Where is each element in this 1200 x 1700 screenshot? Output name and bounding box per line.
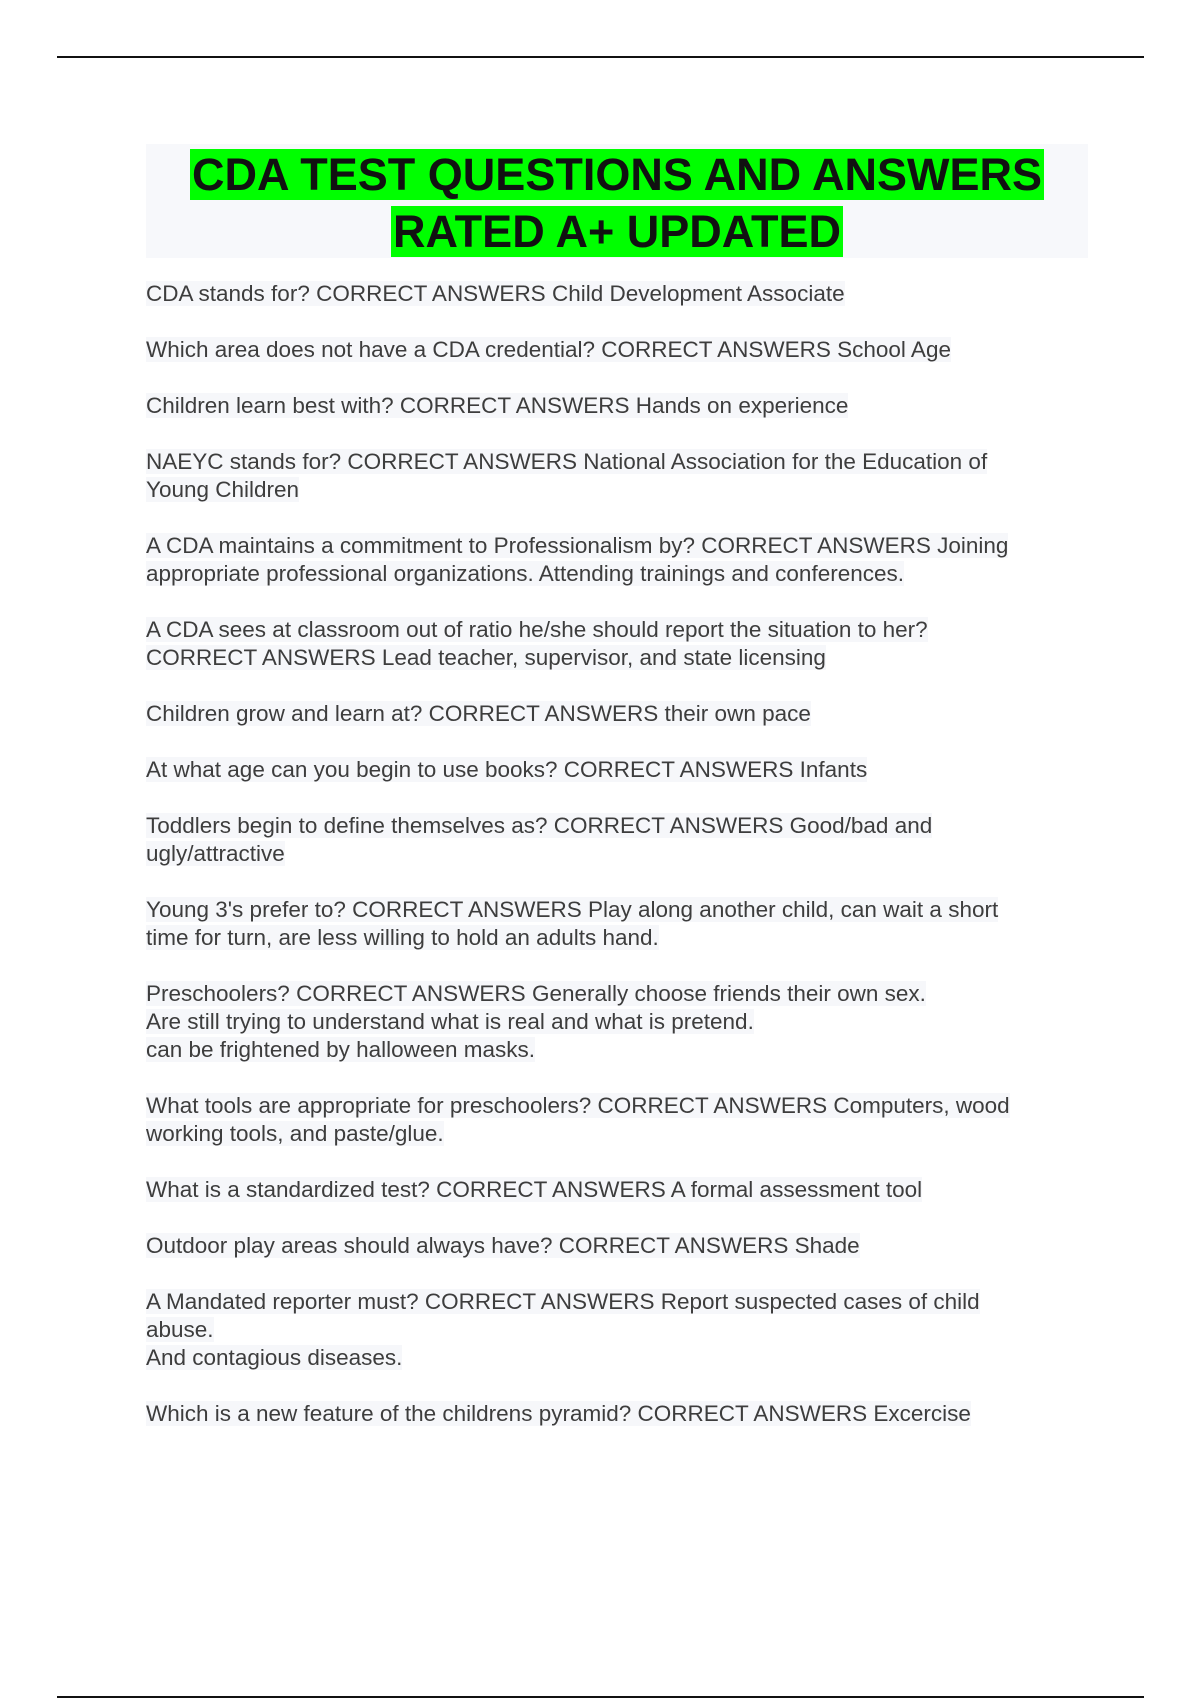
qa-item bbox=[146, 812, 1106, 868]
qa-line-text: time for turn, are less willing to hold an adults hand. bbox=[146, 925, 659, 950]
qa-line bbox=[146, 644, 1106, 672]
qa-item bbox=[146, 616, 1106, 672]
qa-line bbox=[146, 1008, 1106, 1036]
qa-line bbox=[146, 980, 1106, 1008]
qa-line bbox=[146, 756, 1106, 784]
qa-line-text: Young 3's prefer to? CORRECT ANSWERS Play along another child, can wait a short bbox=[146, 897, 999, 922]
qa-line bbox=[146, 1316, 1106, 1344]
qa-line-text: And contagious diseases. bbox=[146, 1345, 403, 1370]
qa-item bbox=[146, 336, 1106, 364]
qa-line bbox=[146, 616, 1106, 644]
qa-line bbox=[146, 1120, 1106, 1148]
qa-line-text: What tools are appropriate for preschoolers? CORRECT ANSWERS Computers, wood bbox=[146, 1093, 1010, 1118]
qa-line bbox=[146, 700, 1106, 728]
qa-line-text: Which is a new feature of the childrens pyramid? CORRECT ANSWERS Excercise bbox=[146, 1401, 971, 1426]
qa-line-text: Children learn best with? CORRECT ANSWERS Hands on experience bbox=[146, 393, 849, 418]
qa-line bbox=[146, 1232, 1106, 1260]
qa-line-text: working tools, and paste/glue. bbox=[146, 1121, 444, 1146]
qa-line-text: Outdoor play areas should always have? CORRECT ANSWERS Shade bbox=[146, 1233, 860, 1258]
qa-list bbox=[146, 280, 1106, 1456]
qa-line-text: Preschoolers? CORRECT ANSWERS Generally choose friends their own sex. bbox=[146, 981, 926, 1006]
qa-line-text: A CDA sees at classroom out of ratio he/she should report the situation to her? bbox=[146, 617, 928, 642]
qa-item bbox=[146, 448, 1106, 504]
title-line-2: RATED A+ UPDATED bbox=[393, 206, 841, 257]
qa-item bbox=[146, 1176, 1106, 1204]
qa-item bbox=[146, 532, 1106, 588]
qa-line bbox=[146, 840, 1106, 868]
qa-line-text: CORRECT ANSWERS Lead teacher, supervisor, and state licensing bbox=[146, 645, 826, 670]
qa-line-text: appropriate professional organizations. Attending trainings and conferences. bbox=[146, 561, 904, 586]
qa-item bbox=[146, 896, 1106, 952]
qa-item bbox=[146, 392, 1106, 420]
qa-item bbox=[146, 756, 1106, 784]
document-title bbox=[146, 144, 1088, 260]
qa-line bbox=[146, 1176, 1106, 1204]
qa-line-text: Which area does not have a CDA credential? CORRECT ANSWERS School Age bbox=[146, 337, 951, 362]
qa-item bbox=[146, 700, 1106, 728]
qa-line-text: Young Children bbox=[146, 477, 300, 502]
qa-line-text: abuse. bbox=[146, 1317, 214, 1342]
qa-line bbox=[146, 812, 1106, 840]
qa-line bbox=[146, 924, 1106, 952]
qa-line-text: At what age can you begin to use books? CORRECT ANSWERS Infants bbox=[146, 757, 868, 782]
qa-line-text: can be frightened by halloween masks. bbox=[146, 1037, 535, 1062]
qa-line bbox=[146, 392, 1106, 420]
qa-item bbox=[146, 1400, 1106, 1428]
top-rule bbox=[57, 56, 1144, 58]
qa-item bbox=[146, 980, 1106, 1064]
qa-item bbox=[146, 1288, 1106, 1372]
qa-item bbox=[146, 1232, 1106, 1260]
bottom-rule bbox=[57, 1696, 1144, 1698]
qa-line-text: ugly/attractive bbox=[146, 841, 285, 866]
qa-line bbox=[146, 1036, 1106, 1064]
qa-line bbox=[146, 476, 1106, 504]
qa-line bbox=[146, 280, 1106, 308]
qa-line-text: CDA stands for? CORRECT ANSWERS Child Development Associate bbox=[146, 281, 845, 306]
qa-line-text: Children grow and learn at? CORRECT ANSWERS their own pace bbox=[146, 701, 811, 726]
title-block bbox=[146, 144, 1088, 258]
qa-line-text: A Mandated reporter must? CORRECT ANSWERS Report suspected cases of child bbox=[146, 1289, 980, 1314]
qa-line-text: NAEYC stands for? CORRECT ANSWERS National Association for the Education of bbox=[146, 449, 988, 474]
qa-line-text: Toddlers begin to define themselves as? CORRECT ANSWERS Good/bad and bbox=[146, 813, 933, 838]
qa-line-text: A CDA maintains a commitment to Professionalism by? CORRECT ANSWERS Joining bbox=[146, 533, 1009, 558]
qa-item bbox=[146, 1092, 1106, 1148]
qa-line-text: What is a standardized test? CORRECT ANSWERS A formal assessment tool bbox=[146, 1177, 923, 1202]
qa-line bbox=[146, 336, 1106, 364]
qa-line bbox=[146, 1288, 1106, 1316]
qa-line bbox=[146, 1400, 1106, 1428]
qa-line bbox=[146, 448, 1106, 476]
qa-line bbox=[146, 1344, 1106, 1372]
qa-line bbox=[146, 532, 1106, 560]
qa-line bbox=[146, 1092, 1106, 1120]
title-line-1: CDA TEST QUESTIONS AND ANSWERS bbox=[191, 149, 1043, 200]
qa-line bbox=[146, 560, 1106, 588]
qa-line bbox=[146, 896, 1106, 924]
qa-line-text: Are still trying to understand what is real and what is pretend. bbox=[146, 1009, 754, 1034]
qa-item bbox=[146, 280, 1106, 308]
